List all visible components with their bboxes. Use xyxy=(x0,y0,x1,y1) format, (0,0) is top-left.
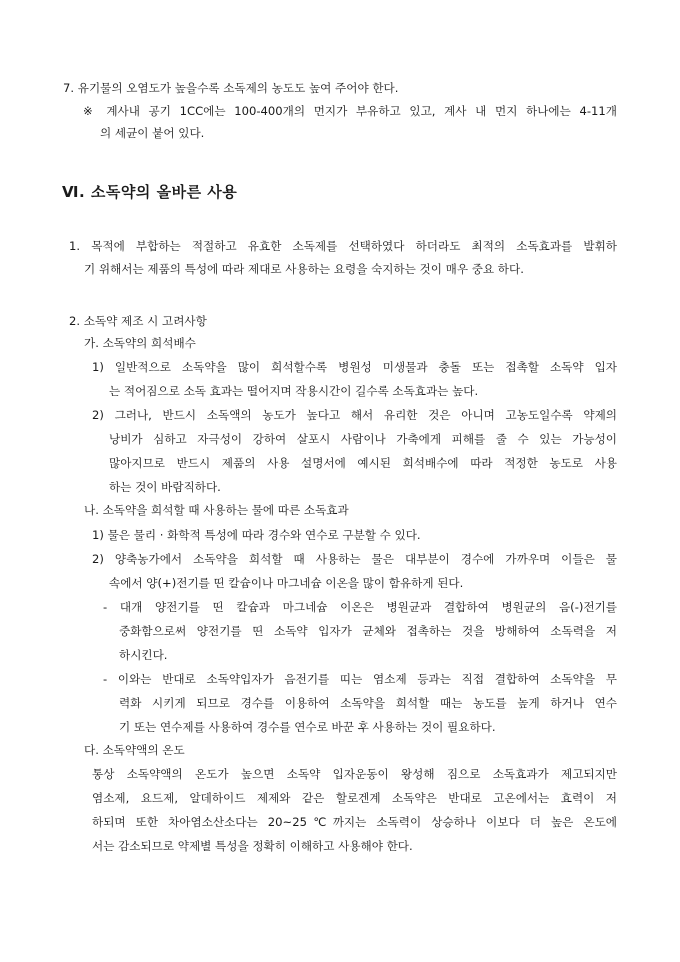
na-p2-line-1: 2) 양축농가에서 소독약을 희석할 때 사용하는 물은 대부분이 경수에 가까우며 이들은 물 xyxy=(92,552,617,566)
na-dash1-line-2: 중화함으로써 양전기를 띤 소독약 입자가 균체와 접촉하는 것을 방해하여 소독력을 저 xyxy=(119,624,617,638)
item1-line-1: 1. 목적에 부합하는 적절하고 유효한 소독제를 선택하였다 하더라도 최적의 소독효과를 발휘하 xyxy=(69,239,617,253)
na-dash2-line-3: 기 또는 연수제를 사용하여 경수를 연수로 바꾼 후 사용하는 것이 필요하다. xyxy=(119,720,496,734)
note-line-2: 의 세균이 붙어 있다. xyxy=(100,126,205,140)
ga-p2-line-3: 많아지므로 반드시 제품의 사용 설명서에 예시된 희석배수에 따라 적정한 농도로 사용 xyxy=(109,456,617,470)
da-line-4: 서는 감소되므로 약제별 특성을 정확히 이해하고 사용해야 한다. xyxy=(92,839,413,853)
ga-p1-line-2: 는 적어짐으로 소독 효과는 떨어지며 작용시간이 길수록 소독효과는 높다. xyxy=(109,384,479,398)
ga-p2-line-1: 2) 그러나, 반드시 소독액의 농도가 높다고 해서 유리한 것은 아니며 고농도일수록 약제의 xyxy=(92,408,617,422)
da-line-1: 통상 소독약액의 온도가 높으면 소독약 입자운동이 왕성해 짐으로 소독효과가 제고되지만 xyxy=(92,767,617,781)
na-p2-line-2: 속에서 양(+)전기를 띤 칼슘이나 마그네슘 이온을 많이 함유하게 된다. xyxy=(109,576,464,590)
na-dash1-line-1: - 대개 양전기를 띤 칼슘과 마그네슘 이온은 병원균과 결합하여 병원균의 음(-)전기를 xyxy=(103,600,617,614)
na-p1: 1) 물은 물리 · 화학적 특성에 따라 경수와 연수로 구분할 수 있다. xyxy=(92,528,421,542)
na-dash1-line-3: 하시킨다. xyxy=(119,648,168,662)
ga-title: 가. 소독약의 희석배수 xyxy=(84,336,196,350)
note-line-1: ※ 계사내 공기 1CC에는 100-400개의 먼지가 부유하고 있고, 계사 내 먼지 하나에는 4-11개 xyxy=(83,104,617,118)
ga-p1-line-1: 1) 일반적으로 소독약을 많이 희석할수록 병원성 미생물과 충돌 또는 접촉할 소독약 입자 xyxy=(92,360,617,374)
na-title: 나. 소독약을 희석할 때 사용하는 물에 따른 소독효과 xyxy=(84,503,349,517)
na-dash2-line-1: - 이와는 반대로 소독약입자가 음전기를 띠는 염소제 등과는 직접 결합하여 소독약을 무 xyxy=(103,672,617,686)
ga-p2-line-4: 하는 것이 바람직하다. xyxy=(109,480,221,494)
item2-title: 2. 소독약 제조 시 고려사항 xyxy=(69,314,207,328)
section-heading: Ⅵ. 소독약의 올바른 사용 xyxy=(62,183,238,201)
item7-text: 7. 유기물의 오염도가 높을수록 소독제의 농도도 높여 주어야 한다. xyxy=(63,81,399,95)
da-line-3: 하되며 또한 차아염소산소다는 20~25℃까지는 소독력이 상승하나 이보다 더 높은 온도에 xyxy=(92,815,617,829)
da-line-2: 염소제, 요드제, 알데하이드 제제와 같은 할로겐계 소독약은 반대로 고온에서는 효력이 저 xyxy=(92,791,617,805)
ga-p2-line-2: 낭비가 심하고 자극성이 강하여 살포시 사람이나 가축에게 피해를 줄 수 있는 가능성이 xyxy=(109,432,617,446)
da-title: 다. 소독약액의 온도 xyxy=(84,743,185,757)
na-dash2-line-2: 력화 시키게 되므로 경수를 이용하여 소독약을 희석할 때는 농도를 높게 하거나 연수 xyxy=(119,696,617,710)
item1-line-2: 기 위해서는 제품의 특성에 따라 제대로 사용하는 요령을 숙지하는 것이 매우 중요 하다. xyxy=(84,262,524,276)
